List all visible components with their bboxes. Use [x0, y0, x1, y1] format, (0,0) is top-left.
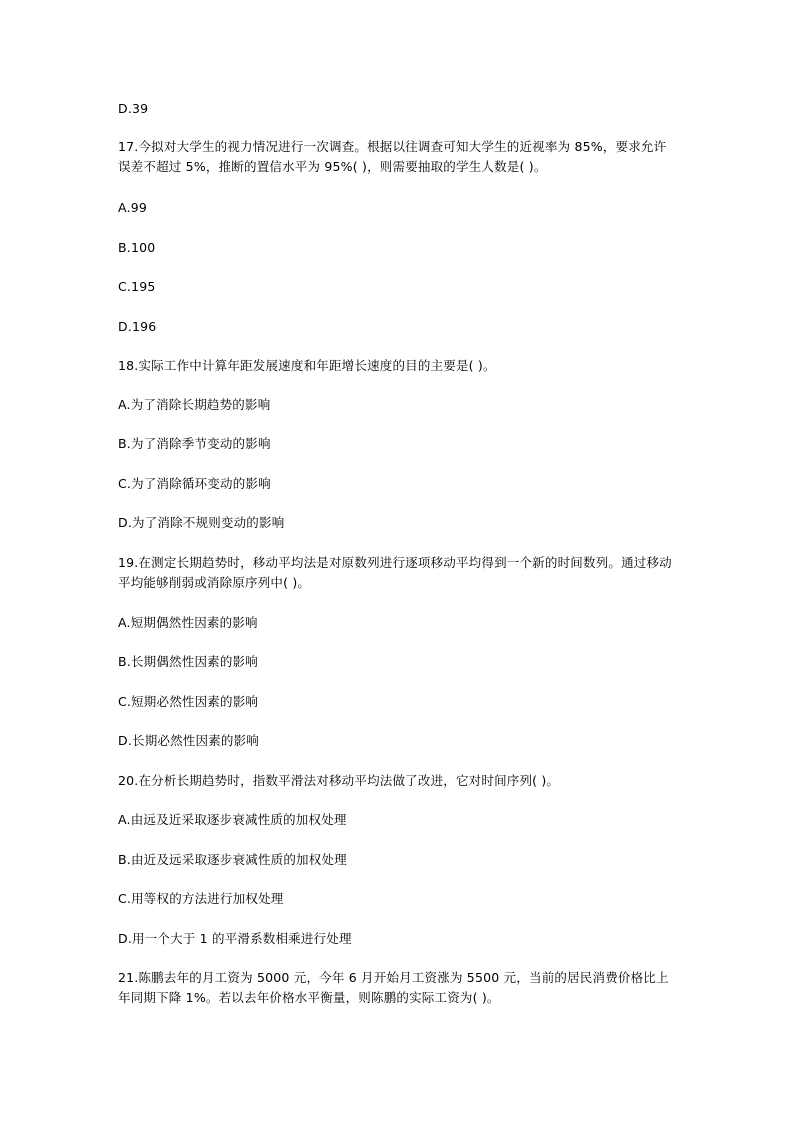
question-21: 21.陈鹏去年的月工资为 5000 元，今年 6 月开始月工资涨为 5500 元，当前的居民消费价格比上年同期下降 1%。若以去年价格水平衡量，则陈鹏的实际工资为( )。 — [118, 970, 669, 1005]
option-d-q16: D.39 — [118, 101, 149, 116]
option-c-q18: C.为了消除循环变动的影响 — [118, 476, 271, 491]
question-20: 20.在分析长期趋势时，指数平滑法对移动平均法做了改进，它对时间序列( )。 — [118, 773, 560, 788]
option-b-q20: B.由近及远采取逐步衰减性质的加权处理 — [118, 852, 347, 867]
option-b-q19: B.长期偶然性因素的影响 — [118, 654, 258, 669]
option-d-q20: D.用一个大于 1 的平滑系数相乘进行处理 — [118, 931, 352, 946]
option-c-q20: C.用等权的方法进行加权处理 — [118, 891, 284, 906]
option-c-q17: C.195 — [118, 279, 156, 294]
option-d-q17: D.196 — [118, 319, 157, 334]
question-19: 19.在测定长期趋势时，移动平均法是对原数列进行逐项移动平均得到一个新的时间数列。通过移动平均能够削弱或消除原序列中( )。 — [118, 555, 672, 590]
question-18: 18.实际工作中计算年距发展速度和年距增长速度的目的主要是( )。 — [118, 358, 496, 373]
option-d-q18: D.为了消除不规则变动的影响 — [118, 515, 285, 530]
option-d-q19: D.长期必然性因素的影响 — [118, 733, 259, 748]
option-a-q18: A.为了消除长期趋势的影响 — [118, 397, 271, 412]
option-b-q18: B.为了消除季节变动的影响 — [118, 436, 271, 451]
option-a-q19: A.短期偶然性因素的影响 — [118, 615, 258, 630]
option-a-q20: A.由远及近采取逐步衰减性质的加权处理 — [118, 812, 347, 827]
option-a-q17: A.99 — [118, 200, 148, 215]
option-c-q19: C.短期必然性因素的影响 — [118, 694, 259, 709]
question-17: 17.今拟对大学生的视力情况进行一次调查。根据以往调查可知大学生的近视率为 85%，要求允许误差不超过 5%，推断的置信水平为 95%( )，则需要抽取的学生人数是( )。 — [118, 139, 667, 174]
option-b-q17: B.100 — [118, 240, 156, 255]
